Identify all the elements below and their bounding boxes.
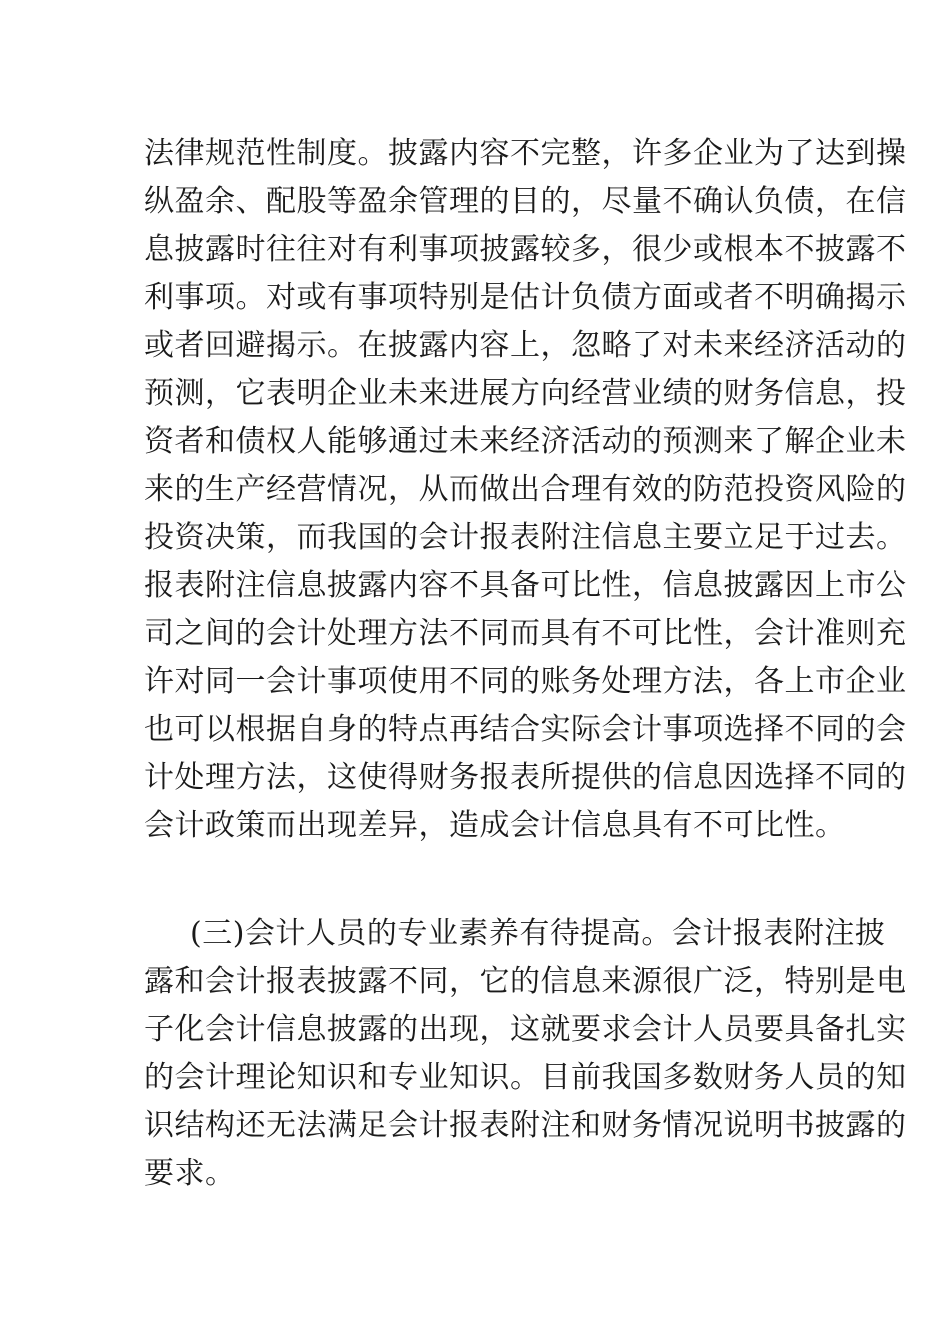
text-line: 预测，它表明企业未来进展方向经营业绩的财务信息，投 [144,376,907,411]
text-line: 子化会计信息披露的出现，这就要求会计人员要具备扎实 [144,1012,907,1047]
text-line: 投资决策，而我国的会计报表附注信息主要立足于过去。 [144,520,907,555]
text-line: 利事项。对或有事项特别是估计负债方面或者不明确揭示 [144,280,907,315]
text-line: 要求。 [144,1156,236,1191]
text-line: 露和会计报表披露不同，它的信息来源很广泛，特别是电 [144,964,907,999]
text-line: 资者和债权人能够通过未来经济活动的预测来了解企业未 [144,424,907,459]
text-line: 报表附注信息披露内容不具备可比性，信息披露因上市公 [144,568,907,603]
text-line: 息披露时往往对有利事项披露较多，很少或根本不披露不 [144,232,907,267]
text-line: (三)会计人员的专业素养有待提高。会计报表附注披 [190,916,886,951]
text-line: 司之间的会计处理方法不同而具有不可比性，会计准则充 [144,616,907,651]
text-line: 纵盈余、配股等盈余管理的目的，尽量不确认负债，在信 [144,184,907,219]
text-line: 计处理方法，这使得财务报表所提供的信息因选择不同的 [144,760,907,795]
text-line: 会计政策而出现差异，造成会计信息具有不可比性。 [144,808,846,843]
text-line: 也可以根据自身的特点再结合实际会计事项选择不同的会 [144,712,907,747]
text-line: 的会计理论知识和专业知识。目前我国多数财务人员的知 [144,1060,907,1095]
text-line: 许对同一会计事项使用不同的账务处理方法，各上市企业 [144,664,907,699]
text-line: 或者回避揭示。在披露内容上，忽略了对未来经济活动的 [144,328,907,363]
text-line: 法律规范性制度。披露内容不完整，许多企业为了达到操 [144,136,907,171]
text-line: 来的生产经营情况，从而做出合理有效的防范投资风险的 [144,472,907,507]
text-line: 识结构还无法满足会计报表附注和财务情况说明书披露的 [144,1108,907,1143]
